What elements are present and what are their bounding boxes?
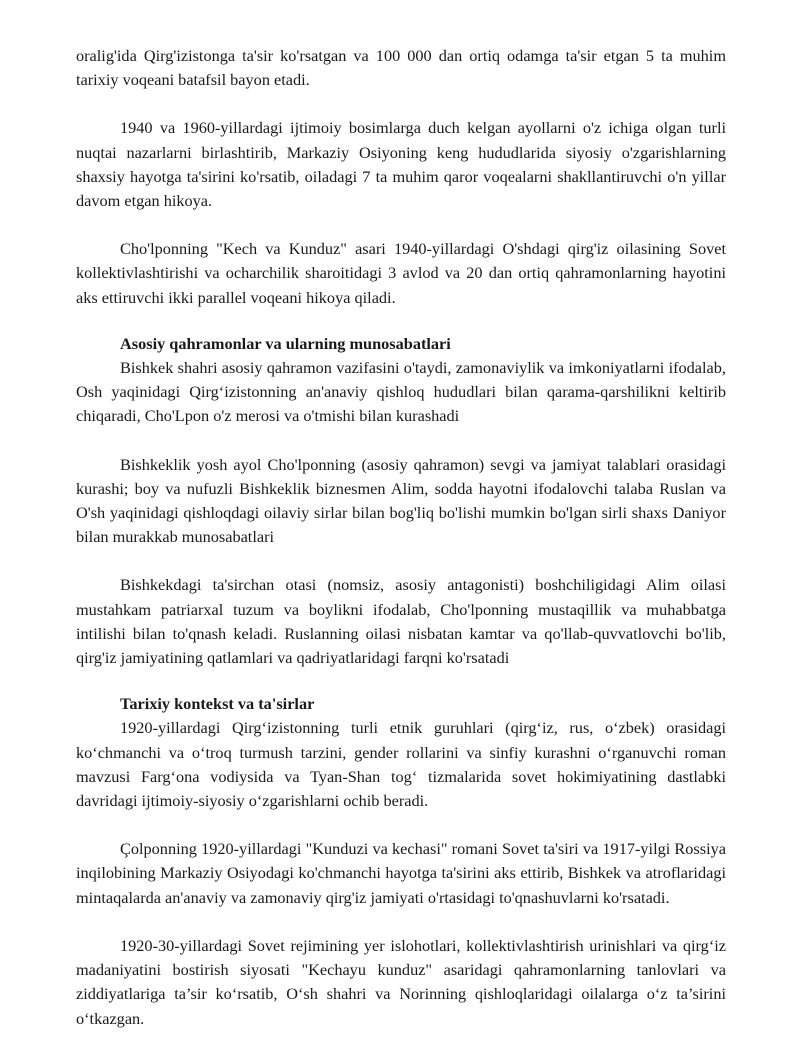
section-heading-characters: Asosiy qahramonlar va ularning munosabatlari	[120, 333, 451, 353]
characters-paragraph-1: Bishkek shahri asosiy qahramon vazifasini o'taydi, zamonaviylik va imkoniyatlarni ifodalab, Osh yaqinidagi Qirg‘izistonning an'anaviy qishloq hududlari bilan qarama-qarshilikni keltirib chiqaradi, Cho'Lpon o'z merosi va o'tmishi bilan kurashadi	[76, 358, 726, 426]
intro-paragraph-1: oralig'ida Qirg'izistonga ta'sir ko'rsatgan va 100 000 dan ortiq odamga ta'sir etgan 5 ta muhim tarixiy voqeani batafsil bayon etadi.	[76, 46, 726, 90]
characters-paragraph-3: Bishkekdagi ta'sirchan otasi (nomsiz, asosiy antagonisti) boshchiligidagi Alim oilasi mustahkam patriarxal tuzum va boylikni ifodalab, Cho'lponning mustaqillik va muhabbatga intilishi bilan to'qnash keladi. Ruslanning oilasi nisbatan kamtar va qo'llab-quvvatlovchi bo'lib, qirg'iz jamiyatining qatlamlari va qadriyatlaridagi farqni ko'rsatadi	[76, 575, 726, 668]
section-heading-history: Tarixiy kontekst va ta'sirlar	[120, 694, 315, 714]
document-page	[76, 44, 726, 1055]
history-paragraph-3: 1920-30-yillardagi Sovet rejimining yer islohotlari, kollektivlashtirish urinishlari va qirg‘iz madaniyatini bostirish siyosati "Kechayu kunduz" asaridagi qahramonlarning tanlovlari va ziddiyatlariga ta’sir ko‘rsatib, O‘sh shahri va Norinning qishloqlaridagi oilalarga o‘z ta’sirini o‘tkazgan.	[76, 935, 726, 1028]
characters-paragraph-2: Bishkeklik yosh ayol Cho'lponning (asosiy qahramon) sevgi va jamiyat talablari orasidagi kurashi; boy va nufuzli Bishkeklik biznesmen Alim, sodda hayotni ifodalovchi talaba Ruslan va O'sh yaqinidagi qishloqdagi oilaviy sirlar bilan bog'liq bo'lishi mumkin bo'lgan sirli shaxs Daniyor bilan murakkab munosabatlari	[76, 454, 726, 547]
history-paragraph-1: 1920-yillardagi Qirg‘izistonning turli etnik guruhlari (qirg‘iz, rus, o‘zbek) orasidagi ko‘chmanchi va o‘troq turmush tarzini, gender rollarini va sinfiy kurashni o‘rganuvchi roman mavzusi Farg‘ona vodiysida va Tyan-Shan tog‘ tizmalarida sovet hokimiyatining dastlabki davridagi ijtimoiy-siyosiy o‘zgarishlarni ochib beradi.	[76, 718, 726, 811]
history-paragraph-2: Çolponning 1920-yillardagi "Kunduzi va kechasi" romani Sovet ta'siri va 1917-yilgi Rossiya inqilobining Markaziy Osiyodagi ko'chmanchi hayotga ta'sirini aks ettirib, Bishkek va atroflaridagi mintaqalarda an'anaviy va zamonaviy qirg'iz jamiyati o'rtasidagi to'qnashuvlarni ko'rsatadi.	[76, 839, 726, 907]
intro-paragraph-3: Cho'lponning "Kech va Kunduz" asari 1940-yillardagi O'shdagi qirg'iz oilasining Sovet kollektivlashtirishi va ocharchilik sharoitidagi 3 avlod va 20 dan ortiq qahramonlarning hayotini aks ettiruvchi ikki parallel voqeani hikoya qiladi.	[76, 239, 726, 307]
intro-paragraph-2: 1940 va 1960-yillardagi ijtimoiy bosimlarga duch kelgan ayollarni o'z ichiga olgan turli nuqtai nazarlarni birlashtirib, Markaziy Osiyoning keng hududlarida siyosiy o'zgarishlarning shaxsiy hayotga ta'sirini ko'rsatib, oiladagi 7 ta muhim qaror voqealarni shakllantiruvchi o'n yillar davom etgan hikoya.	[76, 118, 726, 211]
